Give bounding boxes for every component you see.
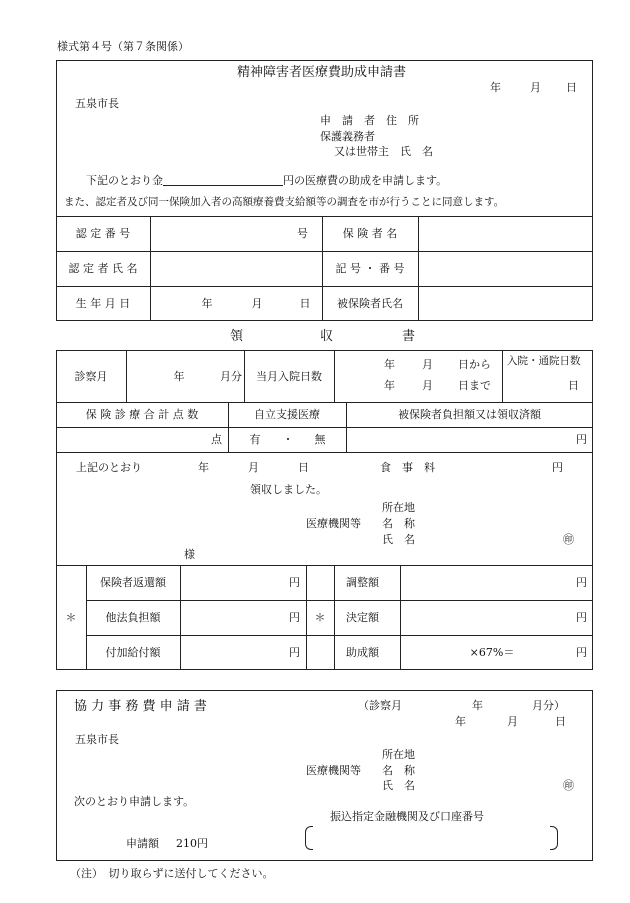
from-day: 日から bbox=[458, 358, 491, 371]
coop-title: 協 力 事 務 費 申 請 書 bbox=[74, 699, 207, 714]
statement-year: 年 bbox=[198, 461, 209, 474]
received-text: 領収しました。 bbox=[250, 483, 327, 496]
receipt-title-3: 書 bbox=[402, 329, 416, 344]
birth-label: 生 年 月 日 bbox=[75, 297, 131, 310]
date-day: 日 bbox=[566, 81, 577, 94]
visits-unit: 日 bbox=[568, 379, 579, 392]
birth-year: 年 bbox=[201, 297, 213, 310]
adjustment-label: 調整額 bbox=[346, 576, 379, 589]
amount-suffix: 円の医療費の助成を申請します。 bbox=[283, 174, 448, 187]
form-number: 様式第４号（第７条関係） bbox=[57, 40, 189, 53]
amount-prefix: 下記のとおり金 bbox=[86, 174, 163, 187]
support-label: 自立支援医療 bbox=[254, 408, 320, 421]
to-day: 日まで bbox=[458, 379, 491, 392]
coop-exam-label: （診察月 bbox=[358, 699, 402, 712]
from-year: 年 bbox=[384, 358, 395, 371]
birth-month: 月 bbox=[251, 297, 263, 310]
name-label: 認 定 者 氏 名 bbox=[68, 262, 138, 275]
other-burden-unit: 円 bbox=[289, 611, 300, 624]
statement-day: 日 bbox=[298, 461, 309, 474]
bank-account-label: 振込指定金融機関及び口座番号 bbox=[330, 810, 484, 823]
insurer-label: 保 険 者 名 bbox=[342, 227, 398, 240]
institution-location: 所在地 bbox=[382, 501, 415, 514]
to-year: 年 bbox=[384, 379, 395, 392]
decision-unit: 円 bbox=[576, 611, 587, 624]
cert-no-suffix: 号 bbox=[297, 227, 308, 240]
head-name-label: 又は世帯主 氏 名 bbox=[334, 145, 433, 158]
decision-label: 決定額 bbox=[346, 611, 379, 624]
bracket-right bbox=[550, 826, 558, 850]
institution-label: 医療機関等 bbox=[306, 517, 361, 530]
exam-month: 月分 bbox=[220, 369, 242, 383]
request-amount-label: 申請額 bbox=[126, 837, 159, 850]
to-month: 月 bbox=[422, 379, 433, 392]
burden-unit: 円 bbox=[576, 433, 587, 446]
coop-addressee: 五泉市長 bbox=[75, 733, 119, 746]
coop-location: 所在地 bbox=[382, 748, 415, 761]
symbol-label: 記 号 ・ 番 号 bbox=[335, 262, 405, 275]
guardian-label: 保護義務者 bbox=[320, 130, 375, 143]
other-burden-label: 他法負担額 bbox=[105, 611, 161, 624]
coop-year: 年 bbox=[455, 715, 466, 728]
points-unit: 点 bbox=[211, 433, 222, 446]
cert-no-label: 認 定 番 号 bbox=[75, 227, 131, 240]
receipt-title-2: 収 bbox=[320, 329, 334, 344]
institution-name: 名 称 bbox=[382, 517, 415, 530]
amount-blank[interactable] bbox=[163, 175, 283, 186]
applicant-address: 申 請 者 住 所 bbox=[320, 114, 419, 127]
inpatient-days-label: 当月入院日数 bbox=[256, 369, 322, 383]
consent-text: また、認定者及び同一保険加入者の高額療養費支給額等の調査を市が行うことに同意します。 bbox=[64, 196, 505, 208]
coop-day: 日 bbox=[555, 715, 566, 728]
subsidy-rate: ×67%＝ bbox=[469, 646, 515, 659]
subsidy-unit: 円 bbox=[576, 646, 587, 659]
addressee: 五泉市長 bbox=[75, 97, 119, 110]
institution-person: 氏 名 bbox=[382, 533, 415, 546]
meal-label: 食 事 料 bbox=[380, 461, 435, 474]
exam-month-label: 診察月 bbox=[74, 369, 108, 383]
return-amount-label: 保険者返還額 bbox=[100, 576, 166, 589]
statement-label: 上記のとおり bbox=[76, 461, 142, 474]
birth-day: 日 bbox=[299, 297, 311, 310]
receipt-title-1: 領 bbox=[230, 329, 244, 344]
application-title: 精神障害者医療費助成申請書 bbox=[237, 65, 407, 80]
support-dot: ・ bbox=[282, 433, 294, 446]
bracket-left bbox=[305, 826, 313, 850]
coop-exam-month: 月分） bbox=[532, 699, 565, 712]
return-amount-unit: 円 bbox=[289, 576, 300, 589]
support-no[interactable]: 無 bbox=[314, 433, 326, 446]
coop-month: 月 bbox=[507, 715, 518, 728]
additional-benefit-unit: 円 bbox=[289, 646, 300, 659]
meal-unit: 円 bbox=[552, 461, 563, 474]
date-year: 年 bbox=[490, 81, 501, 94]
exam-year: 年 bbox=[173, 369, 185, 383]
coop-exam-year: 年 bbox=[472, 699, 483, 712]
coop-request-text: 次のとおり申請します。 bbox=[74, 795, 195, 808]
adjustment-unit: 円 bbox=[576, 576, 587, 589]
date-month: 月 bbox=[530, 81, 541, 94]
points-label: 保 険 診 療 合 計 点 数 bbox=[85, 408, 199, 421]
support-yes[interactable]: 有 bbox=[249, 433, 261, 446]
request-amount: 210円 bbox=[176, 837, 208, 850]
additional-benefit-label: 付加給付額 bbox=[105, 646, 161, 659]
seal-mark: ㊞ bbox=[563, 533, 574, 546]
sama-label: 様 bbox=[184, 548, 195, 561]
coop-institution-label: 医療機関等 bbox=[306, 764, 361, 777]
coop-institution-person: 氏 名 bbox=[382, 779, 415, 792]
visits-label: 入院・通院日数 bbox=[507, 355, 581, 367]
from-month: 月 bbox=[422, 358, 433, 371]
footnote: （注） 切り取らずに送付してください。 bbox=[70, 867, 274, 880]
coop-seal-mark: ㊞ bbox=[563, 779, 574, 792]
subsidy-label: 助成額 bbox=[346, 646, 379, 659]
asterisk-right: ＊ bbox=[314, 611, 326, 624]
asterisk-left: ＊ bbox=[65, 611, 77, 624]
amount-line bbox=[86, 175, 447, 186]
burden-label: 被保険者負担額又は領収済額 bbox=[398, 408, 541, 421]
coop-institution-name: 名 称 bbox=[382, 764, 415, 777]
insured-label: 被保険者氏名 bbox=[337, 297, 403, 310]
statement-month: 月 bbox=[248, 461, 259, 474]
